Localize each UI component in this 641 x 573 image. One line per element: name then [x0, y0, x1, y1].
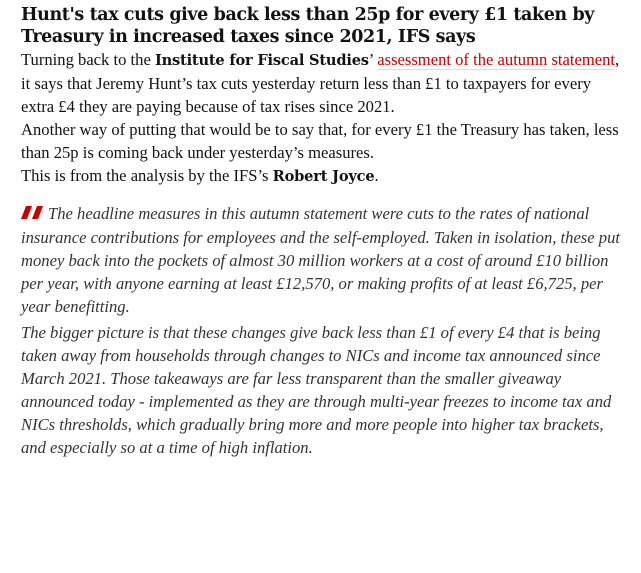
attribution-period: .	[374, 166, 379, 185]
attribution-text: This is from the analysis by the IFS’s	[21, 166, 273, 185]
paragraph-intro-text-start: Turning back to the	[21, 50, 155, 69]
quote-text-1: The headline measures in this autumn statement were cuts to the rates of national insurance contributions for employees and the self-employed. Taken in isolation, these put money back into the pockets of almost 30 million workers at a cost of around £10 billion per year, with anyone earning at least £12,570, or making profits of at least £6,725, per year benefitting.	[21, 204, 620, 316]
block-quote	[21, 202, 626, 459]
author-name: Robert Joyce	[272, 168, 375, 185]
paragraph-restatement: Another way of putting that would be to say that, for every £1 the Treasury has taken, less than 25p is coming back under yesterday’s measures.	[21, 120, 619, 162]
article-body	[21, 4, 626, 459]
paragraph-intro-text-end: , it says that Jeremy Hunt’s tax cuts yesterday return less than £1 to taxpayers for every extra £4 they are paying because of tax rises since 2021.	[21, 50, 620, 116]
paragraph-intro	[21, 48, 626, 118]
quote-paragraph-1	[21, 202, 626, 318]
quote-mark-icon	[21, 203, 44, 226]
assessment-link[interactable]: assessment of the autumn statement	[377, 50, 616, 69]
quote-paragraph-2: The bigger picture is that these changes give back less than £1 of every £4 that is being taken away from households through changes to NICs and income tax announced since March 2021. Those takeaways are far less transparent than the smaller giveaway announced today - implemented as they are through multi-year freezes to income tax and NICs thresholds, which gradually bring more and more people into higher tax brackets, and especially so at a time of high inflation.	[21, 323, 612, 457]
apostrophe-text: ’	[368, 50, 378, 69]
ifs-name: Institute for Fiscal Studies	[154, 52, 369, 69]
paragraph-attribution	[21, 164, 626, 188]
headline: Hunt's tax cuts give back less than 25p for every £1 taken by Treasury in increased taxes since 2021, IFS says	[21, 5, 595, 47]
